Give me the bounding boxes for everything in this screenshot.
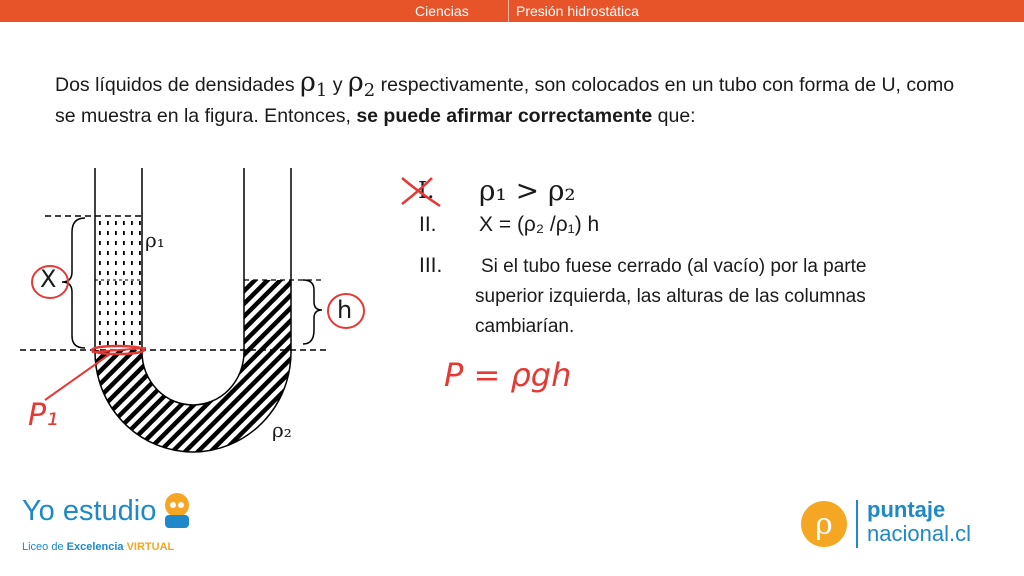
- label-x: X: [40, 265, 57, 293]
- label-h: h: [337, 296, 353, 324]
- option-iii-line1: Si el tubo fuese cerrado (al vacío) por la parte: [481, 256, 867, 277]
- label-rho2: ρ₂: [272, 418, 292, 442]
- rho1-symbol: ρ1: [300, 67, 328, 101]
- student-avatar-icon: [157, 489, 197, 531]
- option-i-text: ρ₁ > ρ₂: [479, 174, 576, 207]
- logo-yo-estudio: [22, 495, 202, 553]
- top-bar: [0, 0, 1024, 22]
- question-part1: Dos líquidos de densidades: [55, 74, 300, 96]
- option-iii-line3: cambiarían.: [475, 316, 575, 337]
- question-part3: que:: [652, 105, 696, 127]
- logo-puntaje-text: puntaje nacional.cl: [867, 497, 971, 546]
- svg-text:ρ: ρ: [815, 507, 833, 542]
- rho2-symbol: ρ2: [347, 67, 376, 101]
- logo-tagline: Liceo de Excelencia VIRTUAL: [22, 541, 175, 553]
- question-bold: se puede afirmar correctamente: [356, 105, 653, 127]
- label-p1: P₁: [28, 398, 59, 433]
- question-part2: respectivamente, son colocados en un tubo con forma de U, como se muestra en la figura. Entonces,: [55, 74, 955, 127]
- strike-mark-icon: [396, 172, 446, 212]
- option-i-number: I.: [418, 178, 435, 204]
- question-y: y: [327, 74, 348, 96]
- logo-divider: [856, 500, 858, 548]
- handwritten-formula: P = ρgh: [444, 356, 572, 394]
- question-text: [55, 68, 965, 131]
- tab-ciencias[interactable]: Ciencias: [415, 3, 469, 19]
- option-iii-line2: superior izquierda, las alturas de las columnas: [475, 286, 866, 307]
- tab-presion-hidrostatica[interactable]: Presión hidrostática: [516, 3, 639, 19]
- liquid1-region: [95, 216, 142, 350]
- tab-separator: [508, 0, 509, 22]
- logo-yo-estudio-text: Yo estudio: [22, 495, 202, 529]
- option-ii-text: X = (ρ₂ /ρ₁) h: [479, 213, 600, 236]
- rho-logo-icon: [800, 500, 850, 550]
- label-rho1: ρ₁: [145, 228, 165, 252]
- option-iii-number: III.: [419, 254, 443, 277]
- option-ii-number: II.: [419, 213, 437, 236]
